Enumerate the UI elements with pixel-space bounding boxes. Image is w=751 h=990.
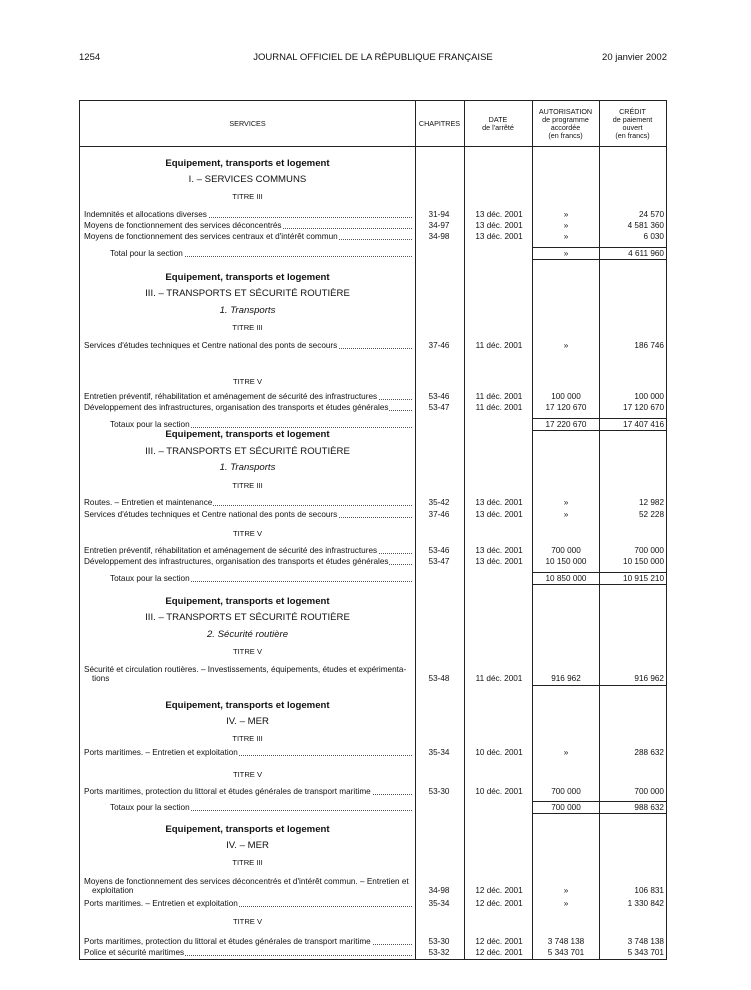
cell-cp: 24 570 bbox=[638, 210, 664, 219]
row-label-text: Indemnités et allocations diverses bbox=[84, 210, 207, 219]
cell-chapitre: 35-34 bbox=[428, 899, 450, 908]
cell-date: 11 déc. 2001 bbox=[475, 392, 523, 401]
row-label-text: Total pour la section bbox=[110, 249, 183, 258]
row-label-text: Totaux pour la section bbox=[110, 420, 190, 429]
header-credit: CRÉDIT de paiement ouvert (en francs) bbox=[612, 107, 653, 140]
row-label bbox=[84, 221, 412, 230]
section-service-heading: IV. – MER bbox=[226, 716, 269, 727]
cell-ap: 5 343 701 bbox=[547, 948, 585, 957]
section-service-heading: III. – TRANSPORTS ET SÉCURITÉ ROUTIÈRE bbox=[145, 612, 350, 623]
row-label bbox=[84, 937, 412, 946]
cell-chapitre: 37-46 bbox=[428, 341, 450, 350]
section-ministry-heading: Equipement, transports et logement bbox=[165, 158, 330, 169]
cell-cp: 4 611 960 bbox=[628, 249, 664, 258]
titre-heading: TITRE III bbox=[232, 858, 263, 867]
total-rule bbox=[532, 259, 599, 260]
cell-ap: 17 120 670 bbox=[545, 403, 587, 412]
cell-cp: 916 962 bbox=[634, 674, 664, 683]
cell-date: 12 déc. 2001 bbox=[475, 886, 523, 895]
cell-ap: » bbox=[563, 886, 569, 895]
cell-cp: 1 330 842 bbox=[627, 899, 664, 908]
titre-heading: TITRE V bbox=[232, 377, 263, 386]
titre-heading: TITRE V bbox=[232, 529, 263, 538]
cell-cp: 4 581 360 bbox=[627, 221, 664, 230]
cell-date: 11 déc. 2001 bbox=[475, 674, 523, 683]
cell-date: 10 déc. 2001 bbox=[475, 787, 523, 796]
cell-cp: 52 228 bbox=[638, 510, 664, 519]
cell-ap: » bbox=[563, 249, 569, 258]
total-rule bbox=[599, 418, 666, 419]
cell-date: 13 déc. 2001 bbox=[475, 498, 523, 507]
cell-ap: 10 850 000 bbox=[545, 574, 587, 583]
cell-ap: 10 150 000 bbox=[545, 557, 587, 566]
row-label-text: Développement des infrastructures, organisation des transports et études générales bbox=[84, 403, 389, 412]
cell-cp: 10 915 210 bbox=[623, 574, 664, 583]
titre-heading: TITRE V bbox=[232, 647, 263, 656]
section-subheading: 2. Sécurité routière bbox=[206, 629, 289, 640]
total-rule bbox=[599, 259, 666, 260]
cell-chapitre: 35-34 bbox=[428, 748, 450, 757]
total-rule bbox=[532, 572, 599, 573]
row-label bbox=[84, 403, 412, 412]
total-rule bbox=[599, 685, 666, 686]
row-label bbox=[84, 210, 412, 219]
row-label bbox=[110, 803, 412, 812]
header-chapitres: CHAPITRES bbox=[418, 119, 461, 128]
row-label-text: Moyens de fonctionnement des services déconcentrés bbox=[84, 221, 282, 230]
cell-date: 13 déc. 2001 bbox=[475, 232, 523, 241]
titre-heading: TITRE V bbox=[232, 917, 263, 926]
row-label bbox=[84, 232, 412, 241]
header-autorisation: AUTORISATION de programme accordée (en francs) bbox=[538, 107, 593, 140]
row-label-text: Totaux pour la section bbox=[110, 803, 190, 812]
titre-heading: TITRE III bbox=[232, 323, 263, 332]
row-label-text: Ports maritimes. – Entretien et exploitation bbox=[84, 899, 238, 908]
table-row bbox=[80, 877, 666, 897]
cell-ap: » bbox=[563, 748, 569, 757]
cell-date: 11 déc. 2001 bbox=[475, 341, 523, 350]
header-date: DATE de l'arrêté bbox=[482, 115, 514, 132]
cell-date: 11 déc. 2001 bbox=[475, 403, 523, 412]
row-label-text: Ports maritimes, protection du littoral et études générales de transport maritime bbox=[84, 937, 371, 946]
cell-ap: 100 000 bbox=[551, 392, 581, 401]
total-rule bbox=[532, 418, 599, 419]
cell-chapitre: 34-98 bbox=[428, 886, 450, 895]
titre-heading: TITRE V bbox=[232, 770, 263, 779]
total-rule bbox=[599, 572, 666, 573]
cell-cp: 6 030 bbox=[643, 232, 664, 241]
total-rule bbox=[532, 584, 599, 585]
row-label-line bbox=[92, 674, 412, 683]
row-label-line: Moyens de fonctionnement des services déconcentrés et d'intérêt commun. – Entretien et bbox=[84, 877, 409, 886]
row-label bbox=[84, 498, 412, 507]
cell-ap: » bbox=[563, 899, 569, 908]
row-label bbox=[84, 948, 412, 957]
section-subheading: 1. Transports bbox=[219, 305, 276, 316]
cell-ap: 700 000 bbox=[551, 803, 581, 812]
cell-ap: 700 000 bbox=[551, 546, 581, 555]
cell-cp: 186 746 bbox=[634, 341, 664, 350]
cell-date: 13 déc. 2001 bbox=[475, 510, 523, 519]
credits-table bbox=[79, 100, 667, 960]
row-label-text: Développement des infrastructures, organisation des transports et études générales bbox=[84, 557, 389, 566]
cell-cp: 12 982 bbox=[638, 498, 664, 507]
section-subheading: 1. Transports bbox=[219, 462, 276, 473]
row-label-line bbox=[92, 886, 412, 895]
cell-ap: » bbox=[563, 510, 569, 519]
total-rule bbox=[532, 813, 599, 814]
section-service-heading: I. – SERVICES COMMUNS bbox=[188, 174, 307, 185]
cell-cp: 10 150 000 bbox=[623, 557, 664, 566]
cell-cp: 700 000 bbox=[634, 787, 664, 796]
section-ministry-heading: Equipement, transports et logement bbox=[165, 700, 330, 711]
total-rule bbox=[599, 430, 666, 431]
row-label bbox=[84, 748, 412, 757]
total-rule bbox=[599, 813, 666, 814]
row-label-text: Totaux pour la section bbox=[110, 574, 190, 583]
row-label bbox=[84, 899, 412, 908]
cell-cp: 17 120 670 bbox=[623, 403, 664, 412]
cell-cp: 106 831 bbox=[634, 886, 664, 895]
cell-cp: 17 407 416 bbox=[623, 420, 664, 429]
row-label-text: Entretien préventif, réhabilitation et aménagement de sécurité des infrastructures bbox=[84, 546, 378, 555]
cell-ap: » bbox=[563, 498, 569, 507]
cell-chapitre: 53-46 bbox=[428, 392, 450, 401]
row-label bbox=[84, 510, 412, 519]
cell-chapitre: 53-47 bbox=[428, 557, 450, 566]
cell-date: 13 déc. 2001 bbox=[475, 210, 523, 219]
section-ministry-heading: Equipement, transports et logement bbox=[165, 824, 330, 835]
cell-date: 13 déc. 2001 bbox=[475, 221, 523, 230]
row-label-text: Services d'études techniques et Centre national des ponts de secours bbox=[84, 341, 338, 350]
cell-chapitre: 53-48 bbox=[428, 674, 450, 683]
row-label-text: Routes. – Entretien et maintenance bbox=[84, 498, 213, 507]
cell-ap: » bbox=[563, 232, 569, 241]
total-rule bbox=[532, 801, 599, 802]
section-service-heading: IV. – MER bbox=[226, 840, 269, 851]
cell-ap: 3 748 138 bbox=[547, 937, 585, 946]
cell-cp: 5 343 701 bbox=[627, 948, 664, 957]
row-label bbox=[84, 787, 412, 796]
publication-date: 20 janvier 2002 bbox=[602, 52, 667, 63]
cell-ap: 700 000 bbox=[551, 787, 581, 796]
cell-ap: » bbox=[563, 221, 569, 230]
row-label-text: Entretien préventif, réhabilitation et aménagement de sécurité des infrastructures bbox=[84, 392, 378, 401]
cell-date: 10 déc. 2001 bbox=[475, 748, 523, 757]
cell-chapitre: 53-30 bbox=[428, 937, 450, 946]
titre-heading: TITRE III bbox=[232, 192, 263, 201]
cell-date: 12 déc. 2001 bbox=[475, 948, 523, 957]
total-rule bbox=[532, 247, 599, 248]
total-rule bbox=[599, 584, 666, 585]
row-label-text: Ports maritimes, protection du littoral et études générales de transport maritime bbox=[84, 787, 371, 796]
journal-title: JOURNAL OFFICIEL DE LA RÉPUBLIQUE FRANÇAISE bbox=[253, 52, 493, 63]
row-label bbox=[84, 392, 412, 401]
page-header bbox=[79, 52, 667, 66]
row-label-text: Ports maritimes. – Entretien et exploitation bbox=[84, 748, 238, 757]
cell-ap: 17 220 670 bbox=[545, 420, 587, 429]
cell-chapitre: 53-32 bbox=[428, 948, 450, 957]
page-number: 1254 bbox=[79, 52, 101, 63]
table-row bbox=[80, 665, 666, 685]
total-rule bbox=[599, 801, 666, 802]
table-body bbox=[80, 147, 666, 961]
cell-chapitre: 53-46 bbox=[428, 546, 450, 555]
cell-chapitre: 34-97 bbox=[428, 221, 450, 230]
total-rule bbox=[532, 685, 599, 686]
section-service-heading: III. – TRANSPORTS ET SÉCURITÉ ROUTIÈRE bbox=[145, 288, 350, 299]
section-ministry-heading: Equipement, transports et logement bbox=[165, 272, 330, 283]
cell-date: 12 déc. 2001 bbox=[475, 899, 523, 908]
cell-cp: 700 000 bbox=[634, 546, 664, 555]
row-label bbox=[110, 420, 412, 429]
row-label bbox=[84, 557, 412, 566]
cell-chapitre: 53-30 bbox=[428, 787, 450, 796]
row-label bbox=[110, 574, 412, 583]
row-label-text: Police et sécurité maritimes bbox=[84, 948, 185, 957]
titre-heading: TITRE III bbox=[232, 481, 263, 490]
section-ministry-heading: Equipement, transports et logement bbox=[165, 596, 330, 607]
cell-ap: » bbox=[563, 210, 569, 219]
cell-chapitre: 35-42 bbox=[428, 498, 450, 507]
cell-cp: 288 632 bbox=[634, 748, 664, 757]
total-rule bbox=[599, 247, 666, 248]
row-label-text: Services d'études techniques et Centre national des ponts de secours bbox=[84, 510, 338, 519]
row-label-text: exploitation bbox=[92, 886, 134, 895]
cell-chapitre: 37-46 bbox=[428, 510, 450, 519]
cell-chapitre: 34-98 bbox=[428, 232, 450, 241]
cell-chapitre: 53-47 bbox=[428, 403, 450, 412]
cell-chapitre: 31-94 bbox=[428, 210, 450, 219]
row-label bbox=[84, 341, 412, 350]
row-label-text: tions bbox=[92, 674, 110, 683]
row-label-text: Moyens de fonctionnement des services centraux et d'intérêt commun bbox=[84, 232, 338, 241]
row-label bbox=[84, 546, 412, 555]
titre-heading: TITRE III bbox=[232, 734, 263, 743]
cell-ap: 916 962 bbox=[551, 674, 581, 683]
cell-cp: 100 000 bbox=[634, 392, 664, 401]
section-service-heading: III. – TRANSPORTS ET SÉCURITÉ ROUTIÈRE bbox=[145, 446, 350, 457]
header-services: SERVICES bbox=[229, 119, 266, 128]
cell-cp: 3 748 138 bbox=[627, 937, 664, 946]
cell-ap: » bbox=[563, 341, 569, 350]
cell-date: 13 déc. 2001 bbox=[475, 546, 523, 555]
cell-date: 13 déc. 2001 bbox=[475, 557, 523, 566]
cell-cp: 988 632 bbox=[634, 803, 664, 812]
cell-date: 12 déc. 2001 bbox=[475, 937, 523, 946]
row-label bbox=[110, 249, 412, 258]
section-ministry-heading: Equipement, transports et logement bbox=[165, 429, 330, 440]
total-rule bbox=[532, 430, 599, 431]
row-label-line: Sécurité et circulation routières. – Investissements, équipements, études et expérimenta- bbox=[84, 665, 407, 674]
